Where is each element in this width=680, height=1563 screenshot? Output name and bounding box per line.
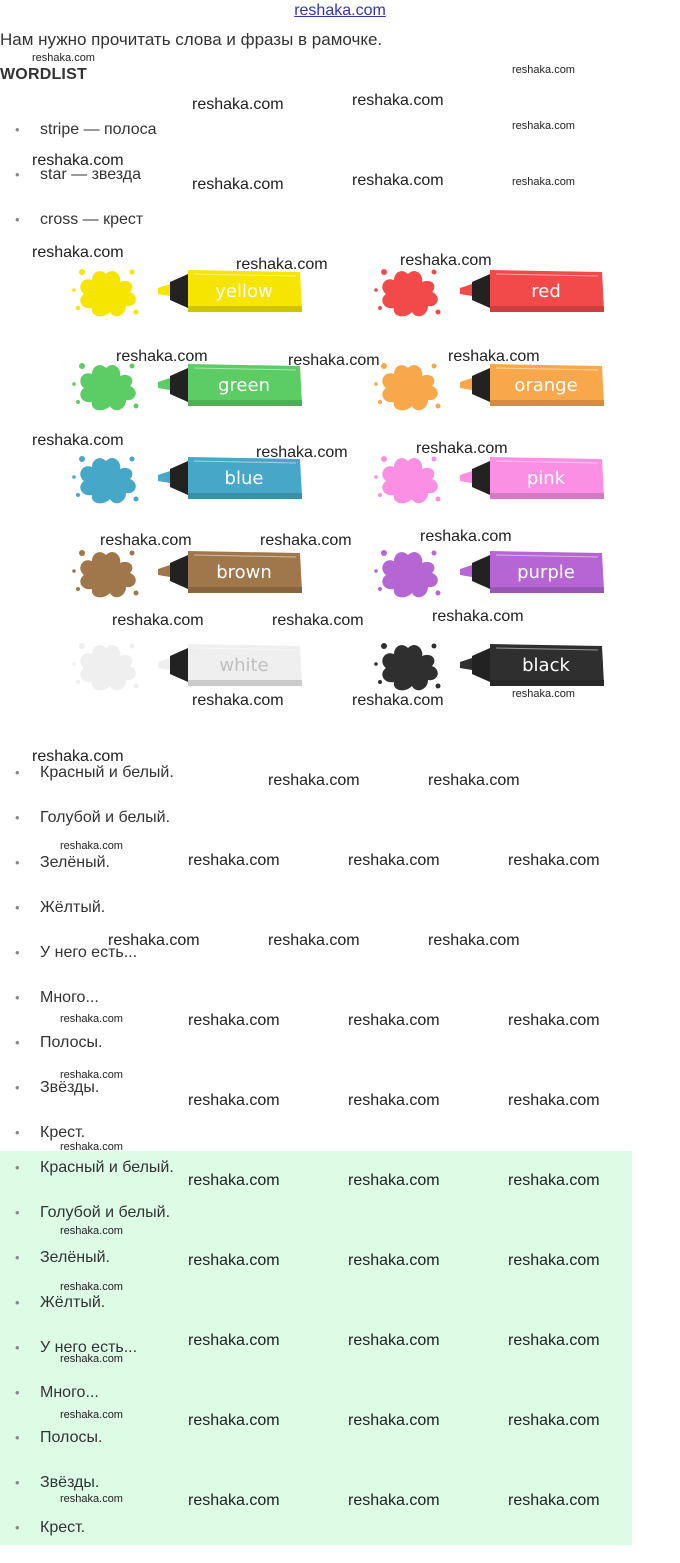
splash-drop	[374, 569, 378, 573]
splash-drop	[378, 400, 382, 404]
watermark-text: reshaka.com	[188, 852, 280, 869]
watermark-text: reshaka.com	[428, 932, 520, 949]
site-header-link[interactable]: reshaka.com	[294, 2, 386, 19]
splash-icon	[382, 552, 437, 597]
watermark-text: reshaka.com	[288, 352, 380, 369]
marker-shadow	[490, 493, 604, 499]
marker-cone	[170, 274, 188, 308]
splash-drop	[130, 457, 135, 462]
list-item: • Много...	[0, 988, 632, 1033]
splash-drop	[378, 493, 382, 497]
splash-drop	[432, 270, 437, 275]
watermark-text: reshaka.com	[188, 1332, 280, 1349]
watermark-text: reshaka.com	[112, 612, 204, 629]
marker-red	[372, 262, 632, 322]
splash-icon	[382, 458, 437, 503]
splash-drop	[436, 591, 441, 596]
splash-drop	[72, 382, 76, 386]
watermark-text: reshaka.com	[348, 1332, 440, 1349]
marker-tip	[460, 471, 472, 483]
list-item: • Жёлтый.	[0, 1293, 632, 1338]
marker-label: purple	[517, 562, 575, 583]
splash-drop	[76, 680, 80, 684]
marker-label: orange	[514, 375, 578, 396]
list-item: • Зелёный.	[0, 1248, 632, 1293]
list-item: • Красный и белый.	[0, 1158, 632, 1203]
splash-drop	[374, 475, 378, 479]
splash-drop	[378, 306, 382, 310]
watermark-text: reshaka.com	[508, 1252, 600, 1269]
splash-drop	[79, 643, 85, 649]
splash-drop	[381, 643, 387, 649]
watermark-text: reshaka.com	[108, 932, 200, 949]
marker-pink	[372, 449, 632, 509]
splash-icon	[80, 271, 135, 316]
marker-tip	[158, 284, 170, 296]
list-item: • У него есть...	[0, 1338, 632, 1383]
watermark-text: reshaka.com	[348, 1012, 440, 1029]
watermark-text: reshaka.com	[188, 1412, 280, 1429]
marker-label: red	[531, 281, 561, 302]
watermark-text: reshaka.com	[348, 1172, 440, 1189]
marker-shadow	[188, 493, 302, 499]
watermark-text: reshaka.com	[416, 440, 508, 457]
watermark-text: reshaka.com	[348, 1412, 440, 1429]
splash-drop	[130, 644, 135, 649]
splash-drop	[378, 680, 382, 684]
watermark-text: reshaka.com	[508, 1492, 600, 1509]
marker-tip	[158, 378, 170, 390]
list-item: • Зелёный.	[0, 853, 632, 898]
splash-icon	[382, 365, 437, 410]
list-item: • stripe — полоса	[0, 120, 632, 165]
splash-drop	[374, 288, 378, 292]
splash-icon	[80, 458, 135, 503]
watermark-text: reshaka.com	[60, 1141, 123, 1153]
list-item: • Крест.	[0, 1518, 632, 1563]
splash-drop	[134, 684, 139, 689]
marker-cone	[170, 555, 188, 589]
watermark-text: reshaka.com	[508, 1012, 600, 1029]
watermark-text: reshaka.com	[508, 1172, 600, 1189]
marker-white	[70, 636, 330, 696]
splash-icon	[80, 552, 135, 597]
watermark-text: reshaka.com	[188, 1172, 280, 1189]
watermark-text: reshaka.com	[60, 1493, 123, 1505]
splash-drop	[76, 587, 80, 591]
marker-cone	[472, 648, 490, 682]
watermark-text: reshaka.com	[188, 1092, 280, 1109]
marker-tip	[460, 378, 472, 390]
marker-tip	[158, 658, 170, 670]
marker-label: pink	[526, 468, 566, 489]
splash-drop	[381, 456, 387, 462]
splash-drop	[432, 644, 437, 649]
marker-label: brown	[216, 562, 272, 583]
splash-drop	[79, 456, 85, 462]
marker-brown	[70, 543, 330, 603]
marker-label: yellow	[215, 281, 273, 302]
watermark-text: reshaka.com	[188, 1012, 280, 1029]
list-item: • Жёлтый.	[0, 898, 632, 943]
watermark-text: reshaka.com	[508, 1332, 600, 1349]
watermark-text: reshaka.com	[60, 1013, 123, 1025]
watermark-text: reshaka.com	[32, 52, 95, 64]
watermark-text: reshaka.com	[32, 432, 124, 449]
marker-shadow	[188, 400, 302, 406]
watermark-text: reshaka.com	[60, 1069, 123, 1081]
marker-black	[372, 636, 632, 696]
watermark-text: reshaka.com	[192, 96, 284, 113]
watermark-text: reshaka.com	[188, 1492, 280, 1509]
marker-cone	[472, 461, 490, 495]
splash-icon	[80, 645, 135, 690]
splash-drop	[72, 569, 76, 573]
list-item: • Полосы.	[0, 1428, 632, 1473]
splash-drop	[432, 551, 437, 556]
splash-drop	[374, 662, 378, 666]
watermark-text: reshaka.com	[188, 1252, 280, 1269]
watermark-text: reshaka.com	[60, 1225, 123, 1237]
watermark-text: reshaka.com	[268, 932, 360, 949]
splash-drop	[436, 497, 441, 502]
splash-drop	[134, 497, 139, 502]
splash-drop	[72, 288, 76, 292]
watermark-text: reshaka.com	[508, 1412, 600, 1429]
marker-cone	[472, 368, 490, 402]
splash-drop	[134, 591, 139, 596]
watermark-text: reshaka.com	[116, 348, 208, 365]
list-item: • У него есть...	[0, 943, 632, 988]
watermark-text: reshaka.com	[348, 852, 440, 869]
watermark-text: reshaka.com	[420, 528, 512, 545]
marker-cone	[472, 555, 490, 589]
splash-drop	[72, 475, 76, 479]
marker-tip	[460, 658, 472, 670]
splash-drop	[436, 684, 441, 689]
watermark-text: reshaka.com	[352, 92, 444, 109]
watermark-text: reshaka.com	[348, 1092, 440, 1109]
marker-cone	[170, 368, 188, 402]
splash-drop	[130, 551, 135, 556]
marker-cone	[170, 648, 188, 682]
splash-drop	[436, 404, 441, 409]
splash-drop	[76, 493, 80, 497]
splash-drop	[76, 400, 80, 404]
splash-icon	[80, 365, 135, 410]
watermark-text: reshaka.com	[400, 252, 492, 269]
list-item: • Крест.	[0, 1123, 632, 1168]
splash-drop	[79, 363, 85, 369]
list-item: • Много...	[0, 1383, 632, 1428]
watermark-text: reshaka.com	[268, 772, 360, 789]
watermark-text: reshaka.com	[192, 176, 284, 193]
marker-tip	[460, 284, 472, 296]
list-item: • Голубой и белый.	[0, 808, 632, 853]
watermark-text: reshaka.com	[448, 348, 540, 365]
list-item: • star — звезда	[0, 165, 632, 210]
watermark-text: reshaka.com	[260, 532, 352, 549]
marker-label: white	[219, 655, 269, 676]
splash-drop	[134, 404, 139, 409]
list-item: • Полосы.	[0, 1033, 632, 1078]
watermark-text: reshaka.com	[512, 64, 575, 76]
splash-icon	[382, 271, 437, 316]
marker-shadow	[490, 587, 604, 593]
watermark-text: reshaka.com	[236, 256, 328, 273]
watermark-text: reshaka.com	[352, 692, 444, 709]
splash-drop	[374, 382, 378, 386]
marker-shadow	[490, 400, 604, 406]
splash-drop	[381, 269, 387, 275]
watermark-text: reshaka.com	[60, 840, 123, 852]
marker-label: black	[522, 655, 570, 676]
splash-drop	[72, 662, 76, 666]
splash-icon	[382, 645, 437, 690]
splash-drop	[79, 269, 85, 275]
splash-drop	[432, 364, 437, 369]
watermark-text: reshaka.com	[60, 1353, 123, 1365]
splash-drop	[130, 270, 135, 275]
list-item: • cross — крест	[0, 210, 632, 255]
marker-tip	[460, 565, 472, 577]
marker-tip	[158, 565, 170, 577]
splash-drop	[378, 587, 382, 591]
watermark-text: reshaka.com	[100, 532, 192, 549]
marker-cone	[472, 274, 490, 308]
wordlist-title: WORDLIST	[0, 66, 87, 83]
marker-shadow	[188, 306, 302, 312]
watermark-text: reshaka.com	[32, 152, 124, 169]
watermark-text: reshaka.com	[348, 1492, 440, 1509]
list-item: • Голубой и белый.	[0, 1203, 632, 1248]
watermark-text: reshaka.com	[60, 1281, 123, 1293]
splash-drop	[436, 310, 441, 315]
marker-label: green	[218, 375, 270, 396]
marker-purple	[372, 543, 632, 603]
marker-tip	[158, 471, 170, 483]
marker-shadow	[490, 680, 604, 686]
marker-cone	[170, 461, 188, 495]
splash-drop	[79, 550, 85, 556]
watermark-text: reshaka.com	[32, 244, 124, 261]
intro-text: Нам нужно прочитать слова и фразы в рамочке.	[0, 30, 383, 49]
marker-shadow	[188, 587, 302, 593]
splash-drop	[381, 363, 387, 369]
marker-shadow	[188, 680, 302, 686]
list-item: • Звёзды.	[0, 1473, 632, 1518]
watermark-text: reshaka.com	[432, 608, 524, 625]
list-item: • Красный и белый.	[0, 763, 632, 808]
watermark-text: reshaka.com	[352, 172, 444, 189]
splash-drop	[134, 310, 139, 315]
watermark-text: reshaka.com	[348, 1252, 440, 1269]
watermark-text: reshaka.com	[272, 612, 364, 629]
watermark-text: reshaka.com	[256, 444, 348, 461]
splash-drop	[381, 550, 387, 556]
watermark-text: reshaka.com	[512, 688, 575, 700]
watermark-text: reshaka.com	[512, 176, 575, 188]
watermark-text: reshaka.com	[508, 852, 600, 869]
marker-label: blue	[224, 468, 264, 489]
watermark-text: reshaka.com	[428, 772, 520, 789]
watermark-text: reshaka.com	[60, 1409, 123, 1421]
watermark-text: reshaka.com	[32, 748, 124, 765]
watermark-text: reshaka.com	[192, 692, 284, 709]
marker-shadow	[490, 306, 604, 312]
splash-drop	[76, 306, 80, 310]
watermark-text: reshaka.com	[508, 1092, 600, 1109]
list-item: • Звёзды.	[0, 1078, 632, 1123]
watermark-text: reshaka.com	[512, 120, 575, 132]
